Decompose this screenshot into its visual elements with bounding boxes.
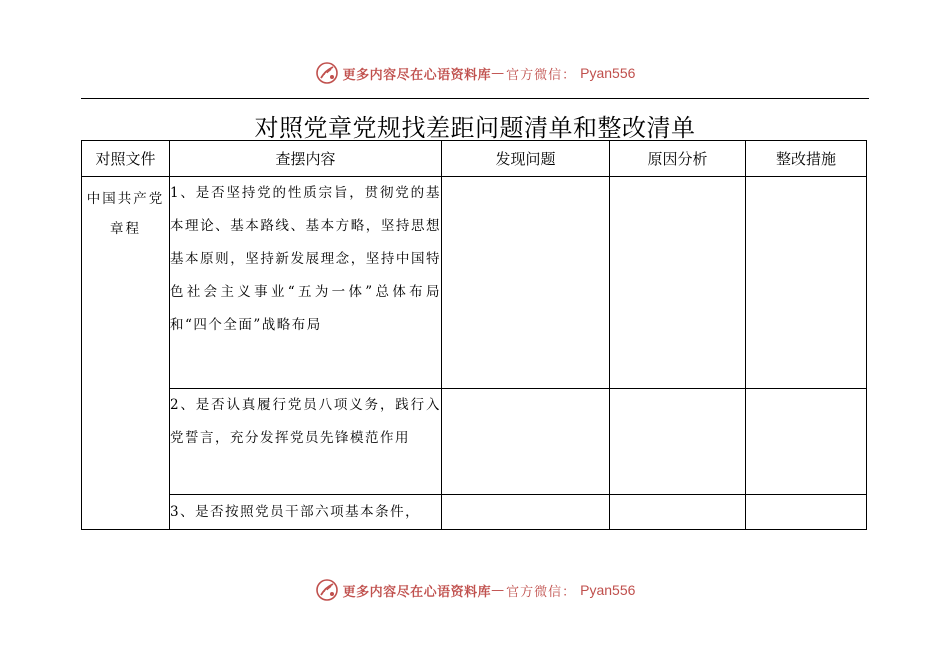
watermark-dash: — — [491, 582, 505, 598]
issues-cell[interactable] — [442, 495, 610, 530]
watermark-label: 官方微信： — [506, 584, 577, 600]
header-content: 查摆内容 — [170, 141, 442, 177]
measures-cell[interactable] — [746, 495, 867, 530]
measures-cell[interactable] — [746, 177, 867, 389]
table-header-row — [82, 141, 867, 177]
header-measures: 整改措施 — [746, 141, 867, 177]
content-cell: 3、是否按照党员干部六项基本条件， — [170, 495, 442, 530]
watermark-wechat-id: Pyan556 — [580, 65, 636, 81]
header-causes: 原因分析 — [610, 141, 746, 177]
watermark-dash: — — [491, 65, 505, 81]
watermark-wechat-id: Pyan556 — [580, 582, 636, 598]
section-file-cell — [82, 177, 170, 530]
header-rule — [81, 98, 869, 99]
table-row — [82, 177, 867, 389]
table-row — [82, 389, 867, 495]
issues-cell[interactable] — [442, 389, 610, 495]
wheat-swirl-icon — [315, 61, 339, 85]
issues-cell[interactable] — [442, 177, 610, 389]
content-cell: 2、是否认真履行党员八项义务，践行入党誓言，充分发挥党员先锋模范作用 — [170, 389, 442, 495]
watermark-site-text: 更多内容尽在心语资料库 — [342, 584, 492, 600]
watermark-site-text: 更多内容尽在心语资料库 — [342, 67, 492, 83]
content-cell: 1、是否坚持党的性质宗旨，贯彻党的基本理论、基本路线、基本方略，坚持思想基本原则，坚持新发展理念，坚持中国特色社会主义事业“五为一体”总体布局和“四个全面”战略布局 — [170, 177, 442, 389]
causes-cell[interactable] — [610, 495, 746, 530]
wheat-swirl-icon — [315, 578, 339, 602]
watermark-label: 官方微信： — [506, 67, 577, 83]
watermark-bottom — [0, 575, 950, 605]
watermark-top — [0, 58, 950, 88]
causes-cell[interactable] — [610, 389, 746, 495]
checklist-table — [81, 140, 867, 530]
document-title: 对照党章党规找差距问题清单和整改清单 — [254, 114, 696, 142]
table-row — [82, 495, 867, 530]
section-file-text: 中国共产党章程 — [86, 191, 165, 237]
header-file: 对照文件 — [82, 141, 170, 177]
measures-cell[interactable] — [746, 389, 867, 495]
header-issues: 发现问题 — [442, 141, 610, 177]
causes-cell[interactable] — [610, 177, 746, 389]
